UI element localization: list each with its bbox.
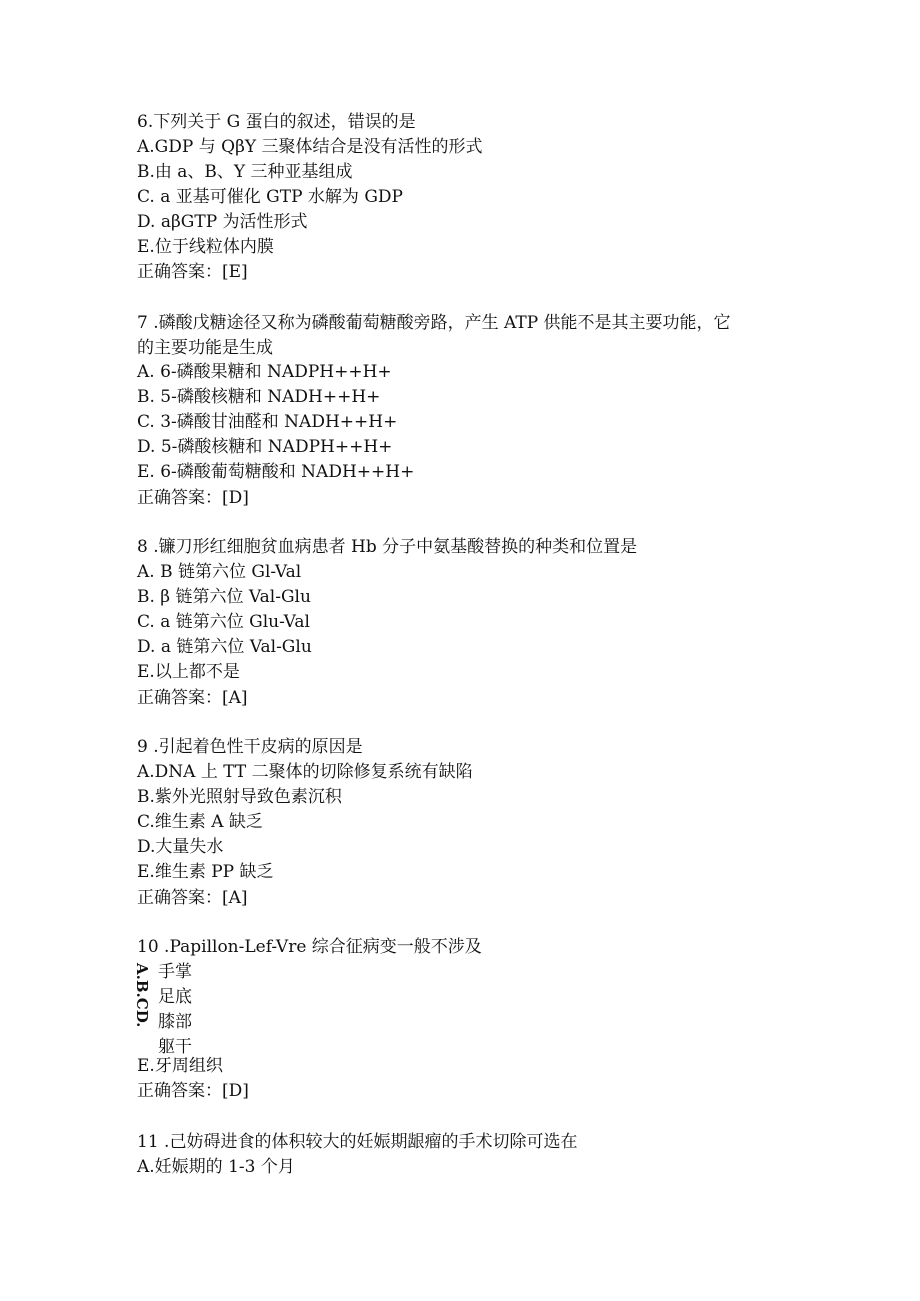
q9-answer: 正确答案：[A] — [137, 888, 248, 908]
q11-stem: 11 .己妨碍进食的体积较大的妊娠期龈瘤的手术切除可选在 — [137, 1132, 578, 1152]
q7-option-e: E. 6-磷酸葡萄糖酸和 NADH++H+ — [137, 462, 415, 482]
q7-stem-line2: 的主要功能是生成 — [137, 338, 273, 358]
q10-option-d: 躯干 — [158, 1037, 192, 1057]
q10-option-b: 足底 — [158, 987, 192, 1007]
q10-option-letters: A.B.CD. — [133, 963, 151, 1028]
q9-option-e: E.维生素 PP 缺乏 — [137, 862, 274, 882]
q6-option-a: A.GDP 与 QβY 三聚体结合是没有活性的形式 — [137, 137, 483, 157]
q7-option-b: B. 5-磷酸核糖和 NADH++H+ — [137, 387, 381, 407]
q8-option-e: E.以上都不是 — [137, 662, 240, 682]
q8-option-d: D. a 链第六位 Val-Glu — [137, 637, 312, 657]
q10-option-e: E.牙周组织 — [137, 1056, 223, 1076]
q8-option-a: A. B 链第六位 Gl-Val — [137, 562, 302, 582]
q6-option-c: C. a 亚基可催化 GTP 水解为 GDP — [137, 187, 403, 207]
q6-answer: 正确答案：[E] — [137, 262, 248, 282]
q8-stem: 8 .镰刀形红细胞贫血病患者 Hb 分子中氨基酸替换的种类和位置是 — [137, 537, 638, 557]
q9-option-d: D.大量失水 — [137, 837, 224, 857]
q6-option-b: B.由 a、B、Y 三种亚基组成 — [137, 162, 353, 182]
q7-answer: 正确答案：[D] — [137, 488, 249, 508]
q7-option-c: C. 3-磷酸甘油醛和 NADH++H+ — [137, 412, 398, 432]
q10-stem: 10 .Papillon-Lef-Vre 综合征病变一般不涉及 — [137, 937, 482, 957]
q9-option-c: C.维生素 A 缺乏 — [137, 812, 263, 832]
q10-option-c: 膝部 — [158, 1012, 192, 1032]
q7-option-a: A. 6-磷酸果糖和 NADPH++H+ — [137, 362, 392, 382]
q6-stem: 6.下列关于 G 蛋白的叙述，错误的是 — [137, 112, 416, 132]
q9-option-a: A.DNA 上 TT 二聚体的切除修复系统有缺陷 — [137, 762, 473, 782]
q8-answer: 正确答案：[A] — [137, 688, 248, 708]
q7-option-d: D. 5-磷酸核糖和 NADPH++H+ — [137, 437, 393, 457]
q9-stem: 9 .引起着色性干皮病的原因是 — [137, 737, 363, 757]
q10-option-a: 手掌 — [158, 962, 192, 982]
q7-stem-line1: 7 .磷酸戊糖途径又称为磷酸葡萄糖酸旁路，产生 ATP 供能不是其主要功能，它 — [137, 313, 731, 333]
q6-option-e: E.位于线粒体内膜 — [137, 237, 274, 257]
q9-option-b: B.紫外光照射导致色素沉积 — [137, 787, 342, 807]
q10-answer: 正确答案：[D] — [137, 1081, 249, 1101]
q11-option-a: A.妊娠期的 1-3 个月 — [137, 1157, 295, 1177]
q8-option-b: B. β 链第六位 Val-Glu — [137, 587, 311, 607]
q8-option-c: C. a 链第六位 Glu-Val — [137, 612, 310, 632]
q6-option-d: D. aβGTP 为活性形式 — [137, 212, 308, 232]
